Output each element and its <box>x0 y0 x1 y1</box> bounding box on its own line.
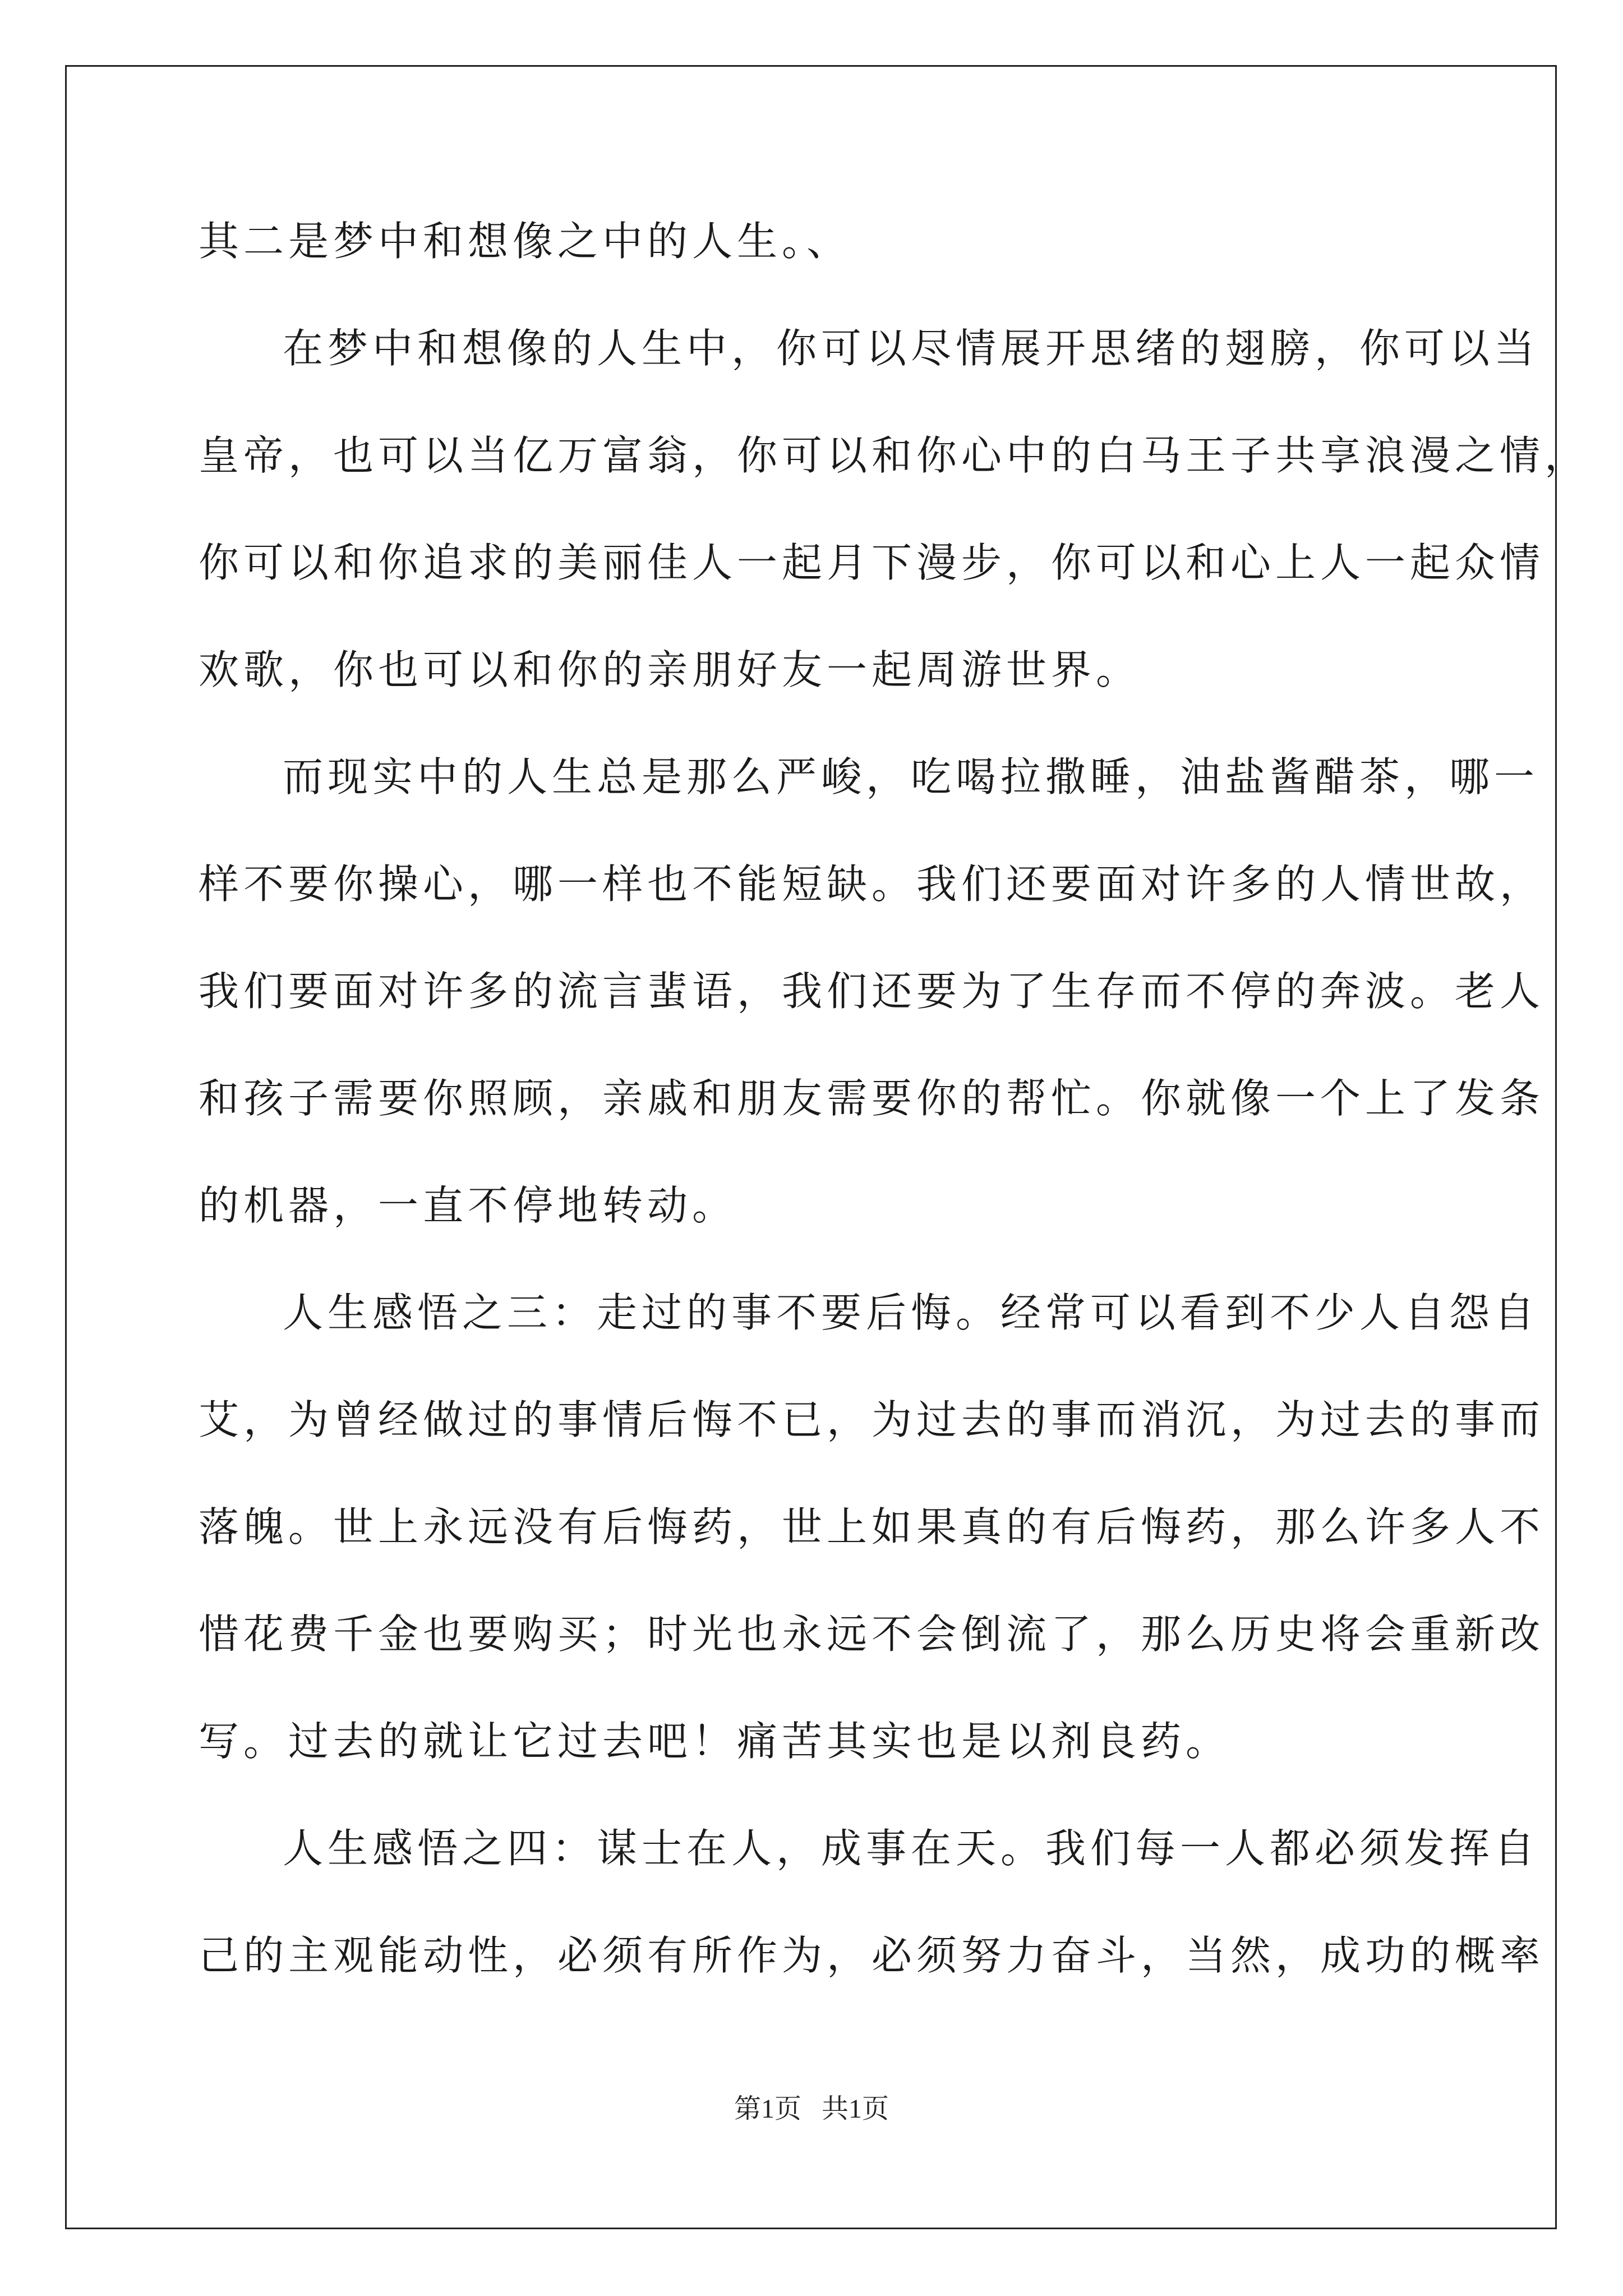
text-line-7: 样不要你操心，哪一样也不能短缺。我们还要面对许多的人情世故， <box>199 861 1545 908</box>
text-line-9: 和孩子需要你照顾，亲戚和朋友需要你的帮忙。你就像一个上了发条 <box>199 1075 1545 1122</box>
text-line-8: 我们要面对许多的流言蜚语，我们还要为了生存而不停的奔波。老人 <box>199 968 1545 1015</box>
text-line-11: 人生感悟之三：走过的事不要后悔。经常可以看到不少人自怨自 <box>283 1289 1539 1336</box>
text-line-2: 在梦中和想像的人生中，你可以尽情展开思绪的翅膀，你可以当 <box>283 325 1539 372</box>
page-border <box>65 65 1590 2229</box>
text-line-6: 而现实中的人生总是那么严峻，吃喝拉撒睡，油盐酱醋茶，哪一 <box>283 753 1539 800</box>
text-line-12: 艾，为曾经做过的事情后悔不已，为过去的事而消沉，为过去的事而 <box>199 1396 1545 1443</box>
text-line-4: 你可以和你追求的美丽佳人一起月下漫步，你可以和心上人一起众情 <box>199 539 1545 586</box>
text-line-5: 欢歌，你也可以和你的亲朋好友一起周游世界。 <box>199 646 1141 693</box>
text-line-10: 的机器，一直不停地转动。 <box>199 1182 737 1229</box>
text-line-16: 人生感悟之四：谋士在人，成事在天。我们每一人都必须发挥自 <box>283 1825 1539 1872</box>
text-line-17: 己的主观能动性，必须有所作为，必须努力奋斗，当然，成功的概率 <box>199 1932 1545 1979</box>
text-line-1: 其二是梦中和想像之中的人生。、 <box>199 218 852 265</box>
text-line-13: 落魄。世上永远没有后悔药，世上如果真的有后悔药，那么许多人不 <box>199 1503 1545 1550</box>
text-line-15: 写。过去的就让它过去吧！痛苦其实也是以剂良药。 <box>199 1718 1231 1765</box>
page-footer: 第1页 共1页 <box>734 2094 889 2124</box>
text-line-3: 皇帝，也可以当亿万富翁，你可以和你心中的白马王子共享浪漫之情， <box>199 432 1590 479</box>
text-line-14: 惜花费千金也要购买；时光也永远不会倒流了，那么历史将会重新改 <box>199 1611 1545 1658</box>
